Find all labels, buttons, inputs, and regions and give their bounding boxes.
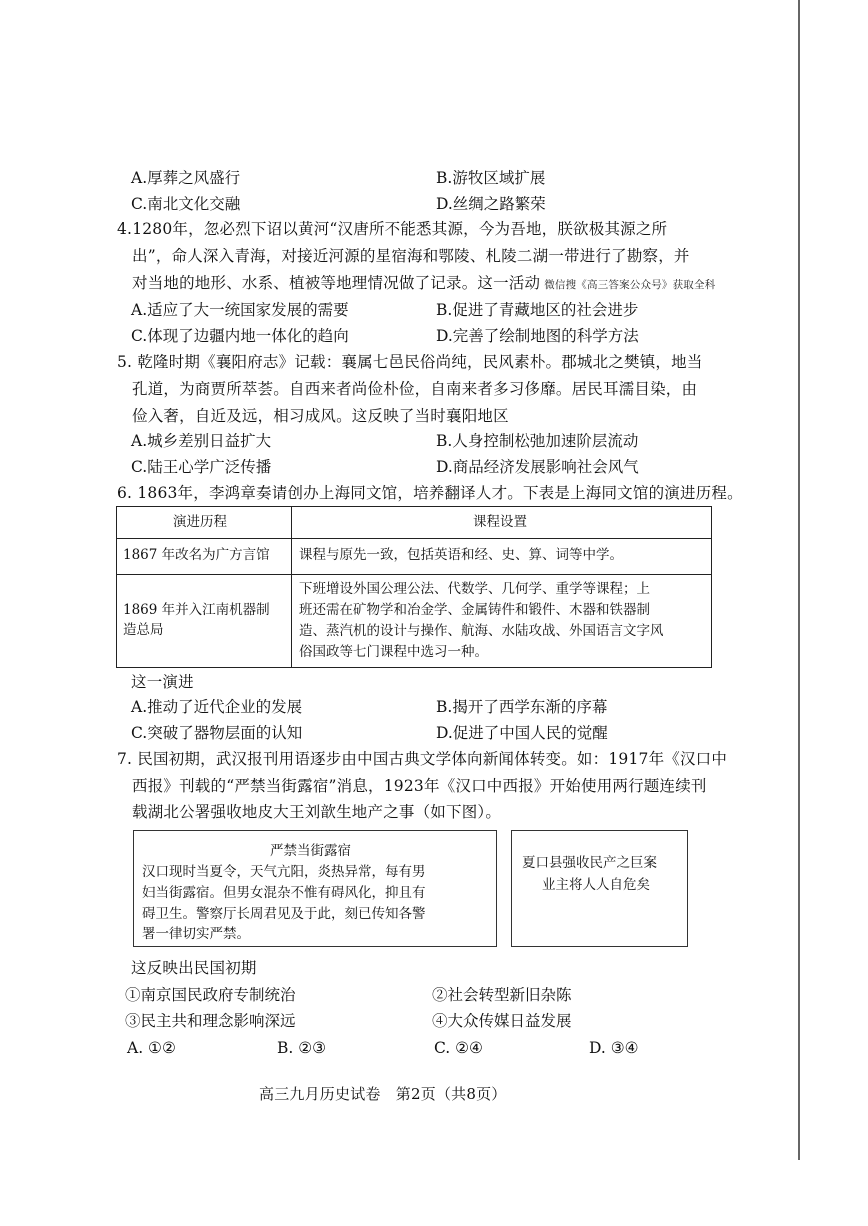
table-row2-curriculum-line4: 俗国政等七门课程中选习一种。 (299, 644, 488, 660)
q7-item-2: ②社会转型新旧杂陈 (432, 986, 572, 1004)
watermark-text: 微信搜《高三答案公众号》获取全科 (544, 279, 716, 291)
q7-option-c: C. ②④ (434, 1039, 483, 1057)
q4-stem-line1: 4.1280年，忽必烈下诏以黄河“汉唐所不能悉其源，今为吾地，朕欲极其源之所 (117, 220, 668, 238)
q5-option-c: C.陆王心学广泛传播 (131, 458, 272, 476)
q5-stem-line1: 5. 乾隆时期《襄阳府志》记载：襄属七邑民俗尚纯，民风素朴。郡城北之樊镇，地当 (117, 353, 703, 371)
q4-option-b: B.促进了青藏地区的社会进步 (436, 301, 639, 319)
q6-option-a: A.推动了近代企业的发展 (131, 698, 303, 716)
q3-option-c: C.南北文化交融 (131, 195, 241, 213)
table-header-curriculum: 课程设置 (473, 514, 527, 530)
table-header-stage: 演进历程 (173, 514, 227, 530)
q4-option-c: C.体现了边疆内地一体化的趋向 (131, 327, 349, 345)
q4-stem-line2: 出”，命人深入青海，对接近河源的星宿海和鄂陵、札陵二湖一带进行了勘察，并 (132, 247, 690, 265)
q5-option-b: B.人身控制松弛加速阶层流动 (436, 432, 639, 450)
q6-option-c: C.突破了器物层面的认知 (131, 724, 303, 742)
clip1-body-line2: 妇当街露宿。但男女混杂不惟有碍风化，抑且有 (142, 885, 426, 901)
q4-stem-line3 (132, 273, 715, 295)
q6-option-b: B.揭开了西学东渐的序幕 (436, 698, 608, 716)
q7-item-3: ③民主共和理念影响深远 (125, 1012, 296, 1030)
table-row1-curriculum: 课程与原先一致，包括英语和经、史、算、词等中学。 (299, 547, 623, 563)
clip1-body-line4: 署一律切实严禁。 (142, 926, 250, 942)
table-row2-stage-line2: 造总局 (123, 622, 164, 638)
clip2-headline-line1: 夏口县强收民产之巨案 (522, 855, 657, 871)
q4-option-d: D.完善了绘制地图的科学方法 (436, 327, 639, 345)
clip1-body-line3: 碍卫生。警察厅长周君见及于此，刻已传知各警 (142, 906, 426, 922)
q7-item-4: ④大众传媒日益发展 (432, 1012, 572, 1030)
page-footer: 高三九月历史试卷 第2页（共8页） (259, 1085, 507, 1103)
q3-option-a: A.厚葬之风盛行 (131, 169, 241, 187)
q7-stem-line1: 7. 民国初期，武汉报刊用语逐步由中国古典文学体向新闻体转变。如：1917年《汉口中 (117, 750, 728, 768)
q3-option-b: B.游牧区域扩展 (436, 169, 546, 187)
q4-stem-line3-text: 对当地的地形、水系、植被等地理情况做了记录。这一活动 (132, 274, 541, 292)
q7-option-a: A. ①② (127, 1039, 176, 1057)
newspaper-clip-2 (511, 830, 688, 947)
q5-option-a: A.城乡差别日益扩大 (131, 432, 272, 450)
table-row2-curriculum-line2: 班还需在矿物学和冶金学、金属铸件和锻件、木器和铁器制 (299, 602, 650, 618)
q5-option-d: D.商品经济发展影响社会风气 (436, 458, 639, 476)
q7-item-1: ①南京国民政府专制统治 (125, 986, 296, 1004)
q6-stem: 6. 1863年，李鸿章奏请创办上海同文馆，培养翻译人才。下表是上海同文馆的演进历程。 (117, 484, 743, 502)
page-edge-rule (798, 0, 800, 1160)
q5-stem-line2: 孔道，为商贾所萃荟。自西来者尚俭朴俭，自南来者多习侈靡。居民耳濡目染，由 (132, 380, 698, 398)
clip2-headline-line2: 业主将人人自危矣 (542, 877, 650, 893)
shanghai-tongwenguan-table (116, 506, 712, 668)
q4-option-a: A.适应了大一统国家发展的需要 (131, 301, 349, 319)
q7-question: 这反映出民国初期 (131, 959, 257, 977)
q6-option-d: D.促进了中国人民的觉醒 (436, 724, 608, 742)
table-row1-stage: 1867 年改名为广方言馆 (123, 547, 270, 563)
table-row2-stage-line1: 1869 年并入江南机器制 (123, 602, 270, 618)
q7-stem-line3: 载湖北公署强收地皮大王刘歆生地产之事（如下图）。 (132, 803, 502, 821)
q5-stem-line3: 俭入奢，自近及远，相习成风。这反映了当时襄阳地区 (132, 407, 509, 425)
clip1-headline: 严禁当街露宿 (270, 843, 351, 859)
table-column-divider (291, 507, 292, 667)
table-row2-curriculum-line3: 造、蒸汽机的设计与操作、航海、水陆攻战、外国语言文字风 (299, 623, 664, 639)
clip1-body-line1: 汉口现时当夏令，天气亢阳，炎热异常，每有男 (142, 864, 426, 880)
q7-option-b: B. ②③ (277, 1039, 327, 1057)
q6-question: 这一演进 (131, 673, 194, 691)
q7-option-d: D. ③④ (589, 1039, 639, 1057)
q3-option-d: D.丝绸之路繁荣 (436, 195, 546, 213)
newspaper-clip-1 (133, 830, 497, 947)
q7-stem-line2: 西报》刊载的“严禁当街露宿”消息，1923年《汉口中西报》开始使用两行题连续刊 (132, 777, 707, 795)
table-row2-curriculum-line1: 下班增设外国公理公法、代数学、几何学、重学等课程；上 (299, 581, 650, 597)
